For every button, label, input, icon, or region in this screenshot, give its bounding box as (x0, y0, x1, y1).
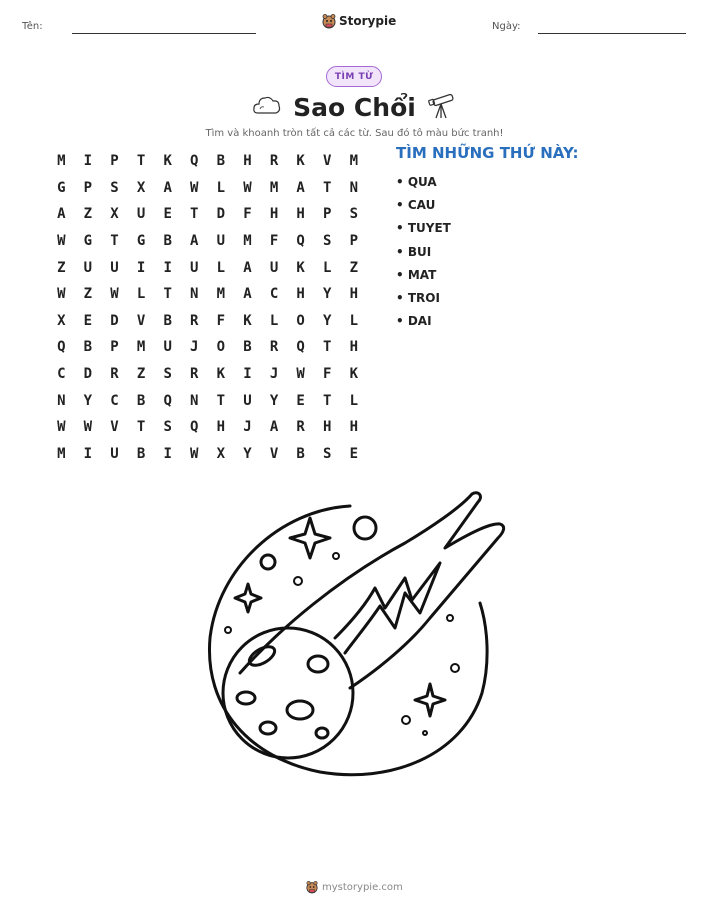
grid-cell[interactable]: B (243, 339, 252, 356)
grid-cell[interactable]: U (110, 259, 119, 276)
grid-cell[interactable]: Q (163, 392, 172, 409)
grid-cell[interactable]: P (83, 179, 93, 196)
grid-cell[interactable]: L (349, 312, 359, 329)
grid-cell[interactable]: I (163, 445, 172, 462)
grid-cell[interactable]: A (163, 179, 172, 196)
grid-cell[interactable]: Q (296, 339, 305, 356)
grid-cell[interactable]: S (163, 419, 172, 436)
grid-cell[interactable]: Q (190, 419, 199, 436)
grid-cell[interactable]: B (296, 445, 305, 462)
grid-cell[interactable]: S (163, 366, 172, 383)
grid-cell[interactable]: W (57, 286, 66, 303)
grid-cell[interactable]: U (163, 339, 172, 356)
grid-cell[interactable]: Y (269, 392, 279, 409)
grid-cell[interactable]: H (243, 153, 252, 170)
word-list-item: • TROI (396, 291, 440, 306)
grid-cell[interactable]: B (83, 339, 93, 356)
grid-cell[interactable]: T (110, 233, 119, 250)
grid-cell[interactable]: W (190, 445, 199, 462)
grid-cell[interactable]: R (269, 339, 279, 356)
word-search-grid (48, 148, 367, 467)
grid-cell[interactable]: N (190, 392, 199, 409)
grid-cell[interactable]: P (323, 206, 332, 223)
grid-cell[interactable]: B (216, 153, 226, 170)
grid-cell[interactable]: P (110, 153, 119, 170)
grid-cell[interactable]: J (243, 419, 252, 436)
grid-cell[interactable]: Y (243, 445, 252, 462)
footer (306, 880, 403, 894)
grid-cell[interactable]: W (110, 286, 119, 303)
grid-cell[interactable]: S (323, 233, 332, 250)
grid-cell[interactable]: T (216, 392, 226, 409)
grid-cell[interactable]: V (136, 312, 146, 329)
grid-cell[interactable]: R (190, 366, 199, 383)
word-list-item: • DAI (396, 314, 432, 329)
grid-cell[interactable]: A (243, 259, 252, 276)
grid-cell[interactable]: N (57, 392, 66, 409)
grid-cell[interactable]: W (57, 233, 66, 250)
grid-cell[interactable]: F (216, 312, 226, 329)
grid-cell[interactable]: U (243, 392, 252, 409)
grid-cell[interactable]: B (136, 392, 146, 409)
grid-cell[interactable]: X (136, 179, 146, 196)
grid-cell[interactable]: T (136, 153, 146, 170)
grid-cell[interactable]: Q (296, 233, 305, 250)
grid-cell[interactable]: Z (57, 259, 66, 276)
grid-cell[interactable]: A (243, 286, 252, 303)
footer-url: mystorypie.com (322, 881, 403, 893)
beaver-mascot-icon (306, 880, 318, 894)
grid-cell[interactable]: I (243, 366, 252, 383)
grid-cell[interactable]: L (136, 286, 146, 303)
grid-cell[interactable]: W (296, 366, 305, 383)
grid-cell[interactable]: I (136, 259, 146, 276)
grid-cell[interactable]: X (110, 206, 119, 223)
grid-cell[interactable]: A (296, 179, 305, 196)
brand-logo (322, 13, 396, 29)
grid-cell[interactable]: T (163, 286, 172, 303)
grid-cell[interactable]: T (323, 392, 332, 409)
grid-cell[interactable]: Z (83, 206, 93, 223)
grid-cell[interactable]: K (163, 153, 172, 170)
word-list-item: • CAU (396, 197, 436, 212)
grid-cell[interactable]: X (57, 312, 66, 329)
grid-cell[interactable]: Y (323, 286, 332, 303)
grid-cell[interactable]: A (57, 206, 66, 223)
grid-cell[interactable]: W (190, 179, 199, 196)
grid-cell[interactable]: I (83, 445, 93, 462)
grid-cell[interactable]: N (349, 179, 359, 196)
grid-cell[interactable]: A (190, 233, 199, 250)
date-line[interactable] (538, 33, 686, 34)
grid-cell[interactable]: Y (323, 312, 332, 329)
grid-cell[interactable]: Z (349, 259, 359, 276)
grid-cell[interactable]: W (243, 179, 252, 196)
grid-cell[interactable]: R (190, 312, 199, 329)
grid-cell[interactable]: J (269, 366, 279, 383)
grid-cell[interactable]: V (269, 445, 279, 462)
grid-cell[interactable]: G (57, 179, 66, 196)
word-list-item: • BUI (396, 244, 432, 259)
grid-cell[interactable]: M (57, 445, 66, 462)
grid-cell[interactable]: C (269, 286, 279, 303)
word-list-item: • TUYET (396, 221, 451, 236)
word-list (396, 170, 451, 333)
grid-cell[interactable]: L (216, 259, 226, 276)
grid-cell[interactable]: H (323, 419, 332, 436)
comet-illustration (200, 488, 510, 780)
grid-cell[interactable]: V (110, 419, 119, 436)
grid-cell[interactable]: H (269, 206, 279, 223)
grid-cell[interactable]: W (57, 419, 66, 436)
grid-cell[interactable]: H (216, 419, 226, 436)
instructions: Tìm và khoanh tròn tất cả các từ. Sau đó tô màu bức tranh! (205, 128, 504, 139)
grid-cell[interactable]: L (216, 179, 226, 196)
grid-cell[interactable]: K (296, 153, 305, 170)
grid-cell[interactable]: W (83, 419, 93, 436)
grid-cell[interactable]: L (269, 312, 279, 329)
grid-cell[interactable]: H (349, 286, 359, 303)
grid-cell[interactable]: M (136, 339, 146, 356)
grid-cell[interactable]: U (136, 206, 146, 223)
grid-cell[interactable]: Q (190, 153, 199, 170)
grid-cell[interactable]: U (83, 259, 93, 276)
grid-cell[interactable]: M (269, 179, 279, 196)
grid-cell[interactable]: H (349, 339, 359, 356)
grid-cell[interactable]: H (349, 419, 359, 436)
grid-cell[interactable]: M (349, 153, 359, 170)
grid-cell[interactable]: C (57, 366, 66, 383)
name-line[interactable] (72, 33, 256, 34)
grid-cell[interactable]: I (83, 153, 93, 170)
grid-cell[interactable]: O (296, 312, 305, 329)
grid-cell[interactable]: J (190, 339, 199, 356)
grid-cell[interactable]: F (323, 366, 332, 383)
grid-cell[interactable]: L (323, 259, 332, 276)
grid-cell[interactable]: D (216, 206, 226, 223)
page-title: Sao Chổi (293, 93, 416, 122)
grid-cell[interactable]: T (323, 339, 332, 356)
grid-cell[interactable]: H (296, 286, 305, 303)
grid-cell[interactable]: K (349, 366, 359, 383)
name-label: Tên: (22, 21, 43, 32)
grid-cell[interactable]: R (269, 153, 279, 170)
word-list-title: TÌM NHỮNG THỨ NÀY: (396, 144, 579, 162)
grid-cell[interactable]: Q (57, 339, 66, 356)
grid-cell[interactable]: Z (136, 366, 146, 383)
grid-cell[interactable]: V (323, 153, 332, 170)
grid-cell[interactable]: E (83, 312, 93, 329)
grid-cell[interactable]: T (136, 419, 146, 436)
grid-cell[interactable]: B (163, 233, 172, 250)
grid-cell[interactable]: E (349, 445, 359, 462)
date-label: Ngày: (492, 21, 521, 32)
grid-cell[interactable]: D (110, 312, 119, 329)
grid-cell[interactable]: K (296, 259, 305, 276)
grid-cell[interactable]: U (269, 259, 279, 276)
word-list-item: • QUA (396, 174, 437, 189)
grid-cell[interactable]: R (110, 366, 119, 383)
grid-cell[interactable]: S (323, 445, 332, 462)
grid-cell[interactable]: S (110, 179, 119, 196)
telescope-icon (427, 92, 457, 120)
grid-cell[interactable]: O (216, 339, 226, 356)
grid-cell[interactable]: B (136, 445, 146, 462)
grid-cell[interactable]: B (163, 312, 172, 329)
grid-cell[interactable]: P (349, 233, 359, 250)
grid-cell[interactable]: M (57, 153, 66, 170)
grid-cell[interactable]: L (349, 392, 359, 409)
grid-cell[interactable]: S (349, 206, 359, 223)
grid-cell[interactable]: D (83, 366, 93, 383)
grid-cell[interactable]: X (216, 445, 226, 462)
grid-cell[interactable]: U (110, 445, 119, 462)
grid-cell[interactable]: M (216, 286, 226, 303)
grid-cell[interactable]: M (243, 233, 252, 250)
grid-cell[interactable]: U (190, 259, 199, 276)
grid-cell[interactable]: G (136, 233, 146, 250)
grid-cell[interactable]: C (110, 392, 119, 409)
grid-cell[interactable]: K (243, 312, 252, 329)
word-list-item: • MAT (396, 267, 437, 282)
grid-cell[interactable]: H (296, 206, 305, 223)
grid-cell[interactable]: A (269, 419, 279, 436)
grid-cell[interactable]: K (216, 366, 226, 383)
activity-badge: TÌM TỪ (326, 66, 382, 87)
grid-cell[interactable]: T (190, 206, 199, 223)
grid-cell[interactable]: F (243, 206, 252, 223)
beaver-mascot-icon (322, 13, 336, 29)
grid-cell[interactable]: Y (83, 392, 93, 409)
grid-cell[interactable]: F (269, 233, 279, 250)
grid-cell[interactable]: I (163, 259, 172, 276)
grid-cell[interactable]: U (216, 233, 226, 250)
grid-cell[interactable]: E (296, 392, 305, 409)
brand-name: Storypie (339, 14, 397, 28)
grid-cell[interactable]: G (83, 233, 93, 250)
grid-cell[interactable]: R (296, 419, 305, 436)
grid-cell[interactable]: Z (83, 286, 93, 303)
grid-cell[interactable]: E (163, 206, 172, 223)
grid-cell[interactable]: T (323, 179, 332, 196)
grid-cell[interactable]: N (190, 286, 199, 303)
grid-cell[interactable]: P (110, 339, 119, 356)
